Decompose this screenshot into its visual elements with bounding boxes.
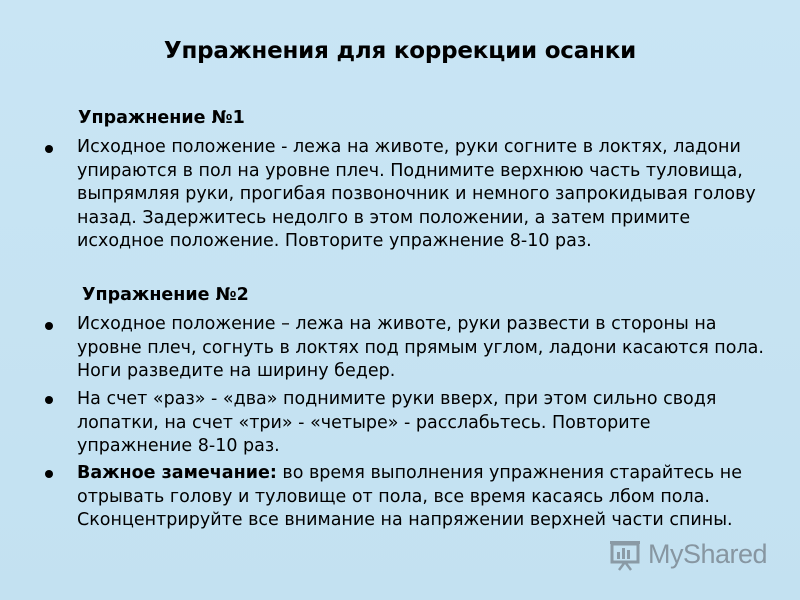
presentation-board-icon (608, 537, 642, 571)
important-note-label: Важное замечание: (77, 463, 277, 483)
important-note-text: во время выполнения упражнения старайтесь не отрывать голову и туловище от пола, все время касаясь лбом пола. Сконцентрируйте все внимание на напряжении верхней части спины. (77, 463, 742, 530)
important-note (77, 462, 767, 533)
watermark-text: MyShared (648, 538, 768, 569)
exercise-2-heading: Упражнение №2 (82, 285, 249, 305)
slide-title: Упражнения для коррекции осанки (163, 38, 637, 64)
exercise-2-start-position: Исходное положение – лежа на животе, руки развести в стороны на уровне плеч, согнуть в локтях под прямым углом, ладони касаются пола. Ноги разведите на ширину бедер. (77, 314, 764, 381)
exercise-1-description: Исходное положение - лежа на животе, руки согните в локтях, ладони упираются в пол на уровне плеч. Поднимите верхнюю часть туловища, выпрямляя руки, прогибая позвоночник и немного запрокидывая голову назад. Задержитесь недолго в этом положении, а затем примите исходное положение. Повторите упражнение 8-10 раз. (77, 137, 756, 251)
exercise-1-heading: Упражнение №1 (78, 108, 245, 128)
bullet-dot (45, 396, 53, 404)
bullet-dot (45, 470, 53, 478)
bullet-dot (45, 322, 53, 330)
exercise-2-movement: На счет «раз» - «два» поднимите руки вверх, при этом сильно сводя лопатки, на счет «три» - «четыре» - расслабьтесь. Повторите упражнение 8-10 раз. (77, 389, 717, 456)
myshared-watermark (608, 534, 768, 574)
bullet-dot (45, 145, 53, 153)
